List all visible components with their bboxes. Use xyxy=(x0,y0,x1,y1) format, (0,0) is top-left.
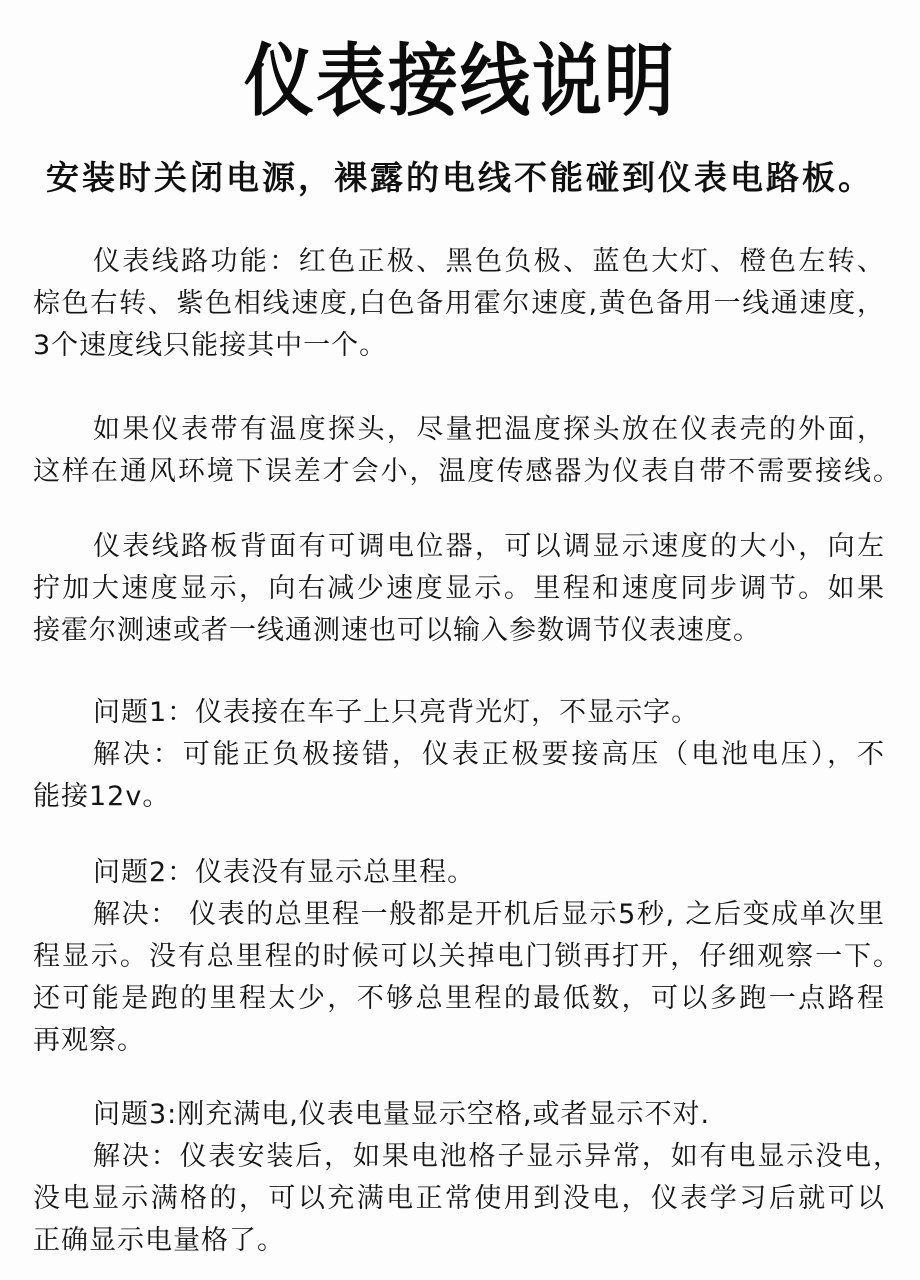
text-line: 这样在通风环境下误差才会小，温度传感器为仪表自带不需要接线。 xyxy=(33,456,901,487)
safety-warning: 安装时关闭电源，裸露的电线不能碰到仪表电路板。 xyxy=(46,158,874,197)
faq-item-1 xyxy=(33,692,885,818)
text-line: 如果仪表带有温度探头，尽量把温度探头放在仪表壳的外面， xyxy=(93,414,885,445)
faq-answer-line: 解决：仪表安装后，如果电池格子显示异常，如有电显示没电， xyxy=(93,1141,901,1172)
faq-question: 问题2：仪表没有显示总里程。 xyxy=(93,857,476,888)
faq-answer-line: 能接12v。 xyxy=(33,781,171,812)
text-line: 接霍尔测速或者一线通测速也可以输入参数调节仪表速度。 xyxy=(33,615,761,646)
wire-functions-paragraph xyxy=(33,241,885,367)
text-line: 棕色右转、紫色相线速度,白色备用霍尔速度,黄色备用一线通速度， xyxy=(33,288,885,319)
text-line: 仪表线路板背面有可调电位器，可以调显示速度的大小，向左 xyxy=(93,531,885,562)
text-line: 仪表线路功能：红色正极、黑色负极、蓝色大灯、橙色左转、 xyxy=(93,246,885,277)
temperature-probe-paragraph xyxy=(33,409,901,493)
faq-question: 问题1：仪表接在车子上只亮背光灯，不显示字。 xyxy=(93,697,700,728)
faq-answer-line: 解决：可能正负极接错，仪表正极要接高压（电池电压），不 xyxy=(93,739,885,770)
faq-answer-line: 程显示。没有总里程的时候可以关掉电门锁再打开，仔细观察一下。 xyxy=(33,941,901,972)
faq-answer-line: 解决： 仪表的总里程一般都是开机后显示5秒, 之后变成单次里 xyxy=(93,899,885,930)
faq-item-2 xyxy=(33,852,901,1062)
faq-answer-line: 正确显示电量格了。 xyxy=(33,1225,285,1256)
speed-adjustment-paragraph xyxy=(33,526,885,652)
text-line: 3个速度线只能接其中一个。 xyxy=(33,330,388,361)
faq-answer-line: 没电显示满格的，可以充满电正常使用到没电，仪表学习后就可以 xyxy=(33,1183,885,1214)
faq-answer-line: 再观察。 xyxy=(33,1025,145,1056)
faq-item-3 xyxy=(33,1094,901,1262)
text-line: 拧加大速度显示，向右减少速度显示。里程和速度同步调节。如果 xyxy=(33,573,885,604)
page-title: 仪表接线说明 xyxy=(244,35,676,127)
faq-answer-line: 还可能是跑的里程太少，不够总里程的最低数，可以多跑一点路程 xyxy=(33,983,885,1014)
faq-question: 问题3:刚充满电,仪表电量显示空格,或者显示不对. xyxy=(93,1099,711,1130)
